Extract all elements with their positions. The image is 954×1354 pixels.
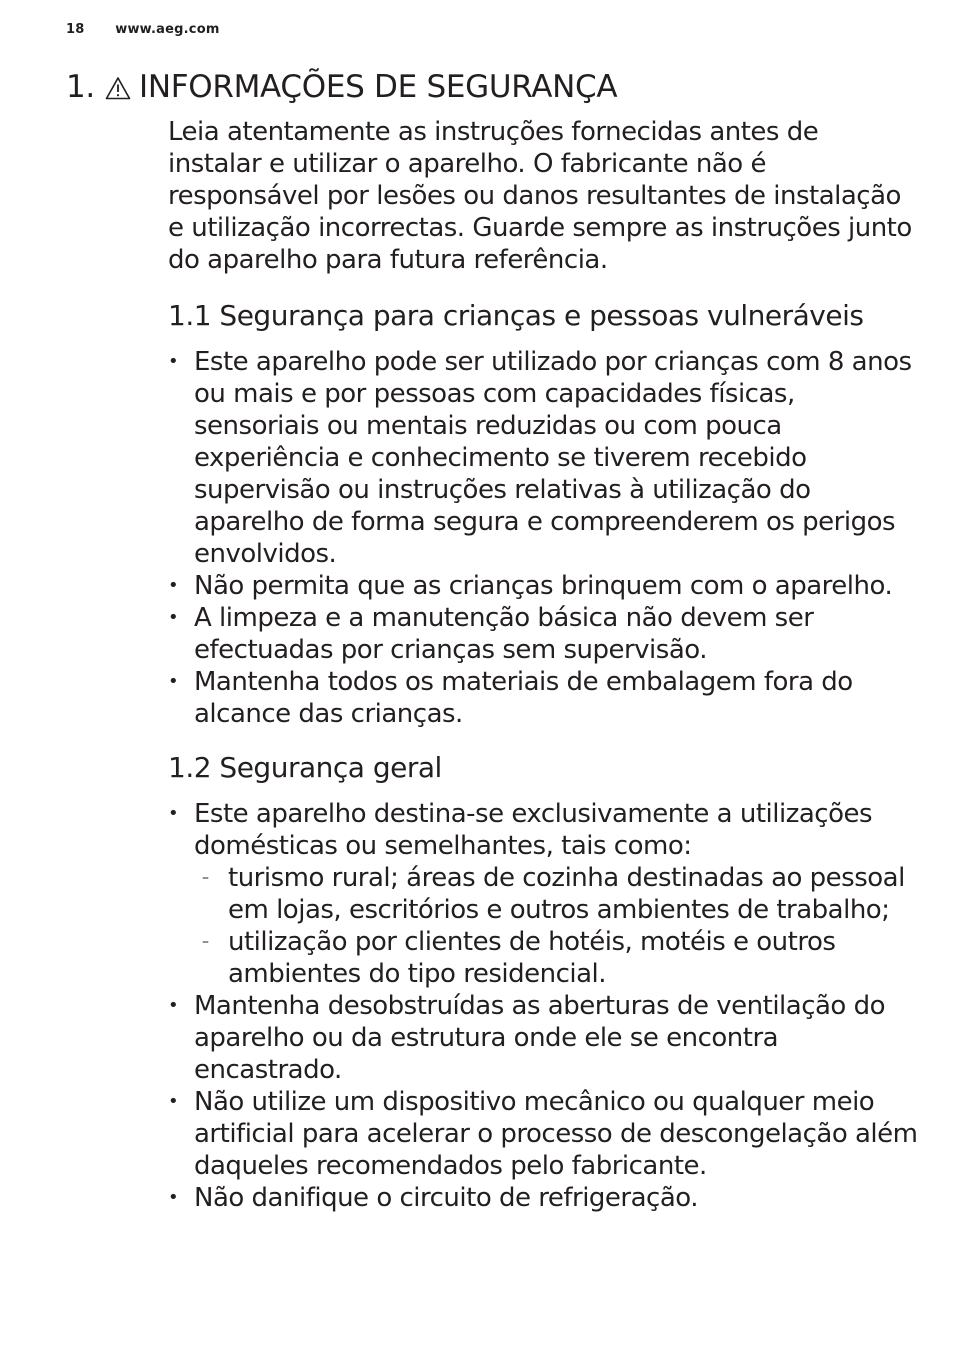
section-title-text: INFORMAÇÕES DE SEGURANÇA bbox=[138, 69, 618, 105]
content bbox=[168, 116, 918, 1214]
subsection-2-title: 1.2 Segurança geral bbox=[168, 751, 442, 784]
list-item: • Mantenha todos os materiais de embalagem fora do alcance das crianças. bbox=[168, 666, 918, 730]
page-header bbox=[66, 22, 220, 37]
list-item bbox=[168, 798, 918, 990]
list-item: • A limpeza e a manutenção básica não devem ser efectuadas por crianças sem supervisão. bbox=[168, 602, 918, 666]
warning-triangle-icon bbox=[105, 76, 131, 100]
list-item: • Este aparelho pode ser utilizado por crianças com 8 anos ou mais e por pessoas com capacidades físicas, sensoriais ou mentais reduzidas ou com pouca experiência e conhecimento se tiverem recebido supervisão ou instruções relativas à utilização do aparelho de forma segura e compreenderem os perigos envolvidos. bbox=[168, 346, 918, 570]
subsection-1-list bbox=[168, 346, 918, 730]
sub-list bbox=[194, 862, 918, 990]
page-number: 18 bbox=[66, 22, 85, 37]
website-url: www.aeg.com bbox=[115, 22, 220, 37]
subsection-2-list bbox=[168, 798, 918, 1214]
section-number: 1. bbox=[66, 69, 95, 105]
sub-list-item: – utilização por clientes de hotéis, motéis e outros ambientes do tipo residencial. bbox=[194, 926, 918, 990]
subsection-1-title: 1.1 Segurança para crianças e pessoas vulneráveis bbox=[168, 299, 864, 332]
intro-paragraph: Leia atentamente as instruções fornecidas antes de instalar e utilizar o aparelho. O fabricante não é responsável por lesões ou danos resultantes de instalação e utilização incorrectas. Guarde sempre as instruções junto do aparelho para futura referência. bbox=[168, 117, 912, 275]
list-item: • Não danifique o circuito de refrigeração. bbox=[168, 1182, 918, 1214]
section-title bbox=[66, 66, 617, 108]
sub-list-item: – turismo rural; áreas de cozinha destinadas ao pessoal em lojas, escritórios e outros ambientes de trabalho; bbox=[194, 862, 918, 926]
list-item: • Mantenha desobstruídas as aberturas de ventilação do aparelho ou da estrutura onde ele se encontra encastrado. bbox=[168, 990, 918, 1086]
list-item: • Não permita que as crianças brinquem com o aparelho. bbox=[168, 570, 918, 602]
list-item: • Não utilize um dispositivo mecânico ou qualquer meio artificial para acelerar o processo de descongelação além daqueles recomendados pelo fabricante. bbox=[168, 1086, 918, 1182]
list-item-text: Este aparelho destina-se exclusivamente a utilizações domésticas ou semelhantes, tais como: bbox=[194, 799, 873, 861]
